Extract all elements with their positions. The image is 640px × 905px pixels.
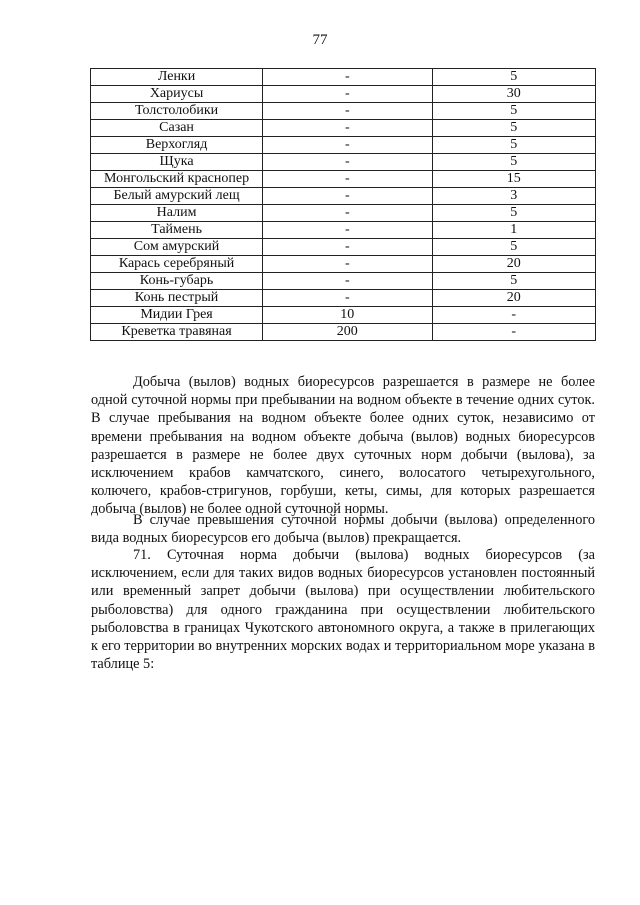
- table-row: [91, 188, 596, 205]
- daily-norm-cell: 15: [432, 171, 595, 188]
- value-cell: -: [263, 290, 432, 307]
- daily-norm-cell: 5: [432, 137, 595, 154]
- table-row: [91, 171, 596, 188]
- daily-norm-cell: 3: [432, 188, 595, 205]
- species-name-cell: Щука: [91, 154, 263, 171]
- table-row: [91, 154, 596, 171]
- species-name-cell: Налим: [91, 205, 263, 222]
- paragraph-item-71: [91, 546, 595, 673]
- table-row: [91, 290, 596, 307]
- species-name-cell: Мидии Грея: [91, 307, 263, 324]
- value-cell: -: [263, 273, 432, 290]
- table-row: [91, 120, 596, 137]
- species-name-cell: Монгольский краснопер: [91, 171, 263, 188]
- daily-norm-cell: 5: [432, 103, 595, 120]
- daily-norm-cell: 5: [432, 205, 595, 222]
- value-cell: -: [263, 103, 432, 120]
- species-name-cell: Конь пестрый: [91, 290, 263, 307]
- value-cell: -: [263, 154, 432, 171]
- daily-norm-cell: 5: [432, 154, 595, 171]
- value-cell: -: [263, 137, 432, 154]
- daily-norm-cell: -: [432, 324, 595, 341]
- page-number: 77: [312, 32, 328, 48]
- table-row: [91, 205, 596, 222]
- species-name-cell: Креветка травяная: [91, 324, 263, 341]
- value-cell: -: [263, 188, 432, 205]
- daily-norm-cell: 30: [432, 86, 595, 103]
- species-name-cell: Конь-губарь: [91, 273, 263, 290]
- catch-limits-table: [90, 68, 596, 341]
- daily-norm-cell: 5: [432, 120, 595, 137]
- value-cell: -: [263, 222, 432, 239]
- value-cell: 10: [263, 307, 432, 324]
- value-cell: -: [263, 171, 432, 188]
- paragraph-text: В случае превышения суточной нормы добычи (вылова) определенного вида водных биоресурсов его добыча (вылов) прекращается.: [91, 512, 595, 547]
- paragraph-catch-rules: [91, 373, 595, 519]
- value-cell: -: [263, 86, 432, 103]
- daily-norm-cell: 20: [432, 256, 595, 273]
- species-name-cell: Сом амурский: [91, 239, 263, 256]
- species-name-cell: Верхогляд: [91, 137, 263, 154]
- daily-norm-cell: 5: [432, 273, 595, 290]
- table-row: [91, 307, 596, 324]
- value-cell: -: [263, 239, 432, 256]
- species-name-cell: Белый амурский лещ: [91, 188, 263, 205]
- daily-norm-cell: -: [432, 307, 595, 324]
- species-name-cell: Таймень: [91, 222, 263, 239]
- species-name-cell: Толстолобики: [91, 103, 263, 120]
- value-cell: -: [263, 205, 432, 222]
- value-cell: 200: [263, 324, 432, 341]
- table-row: [91, 222, 596, 239]
- table-row: [91, 256, 596, 273]
- species-name-cell: Карась серебряный: [91, 256, 263, 273]
- table-row: [91, 273, 596, 290]
- daily-norm-cell: 5: [432, 239, 595, 256]
- paragraph-exceeding-limit: [91, 511, 595, 547]
- daily-norm-cell: 20: [432, 290, 595, 307]
- table-row: [91, 86, 596, 103]
- table-row: [91, 239, 596, 256]
- species-name-cell: Ленки: [91, 69, 263, 86]
- daily-norm-cell: 1: [432, 222, 595, 239]
- table-row: [91, 69, 596, 86]
- species-name-cell: Сазан: [91, 120, 263, 137]
- daily-norm-cell: 5: [432, 69, 595, 86]
- value-cell: -: [263, 256, 432, 273]
- paragraph-text: Добыча (вылов) водных биоресурсов разрешается в размере не более одной суточной нормы при пребывании на водном объекте в течение одних суток. В случае пребывания на водном объекте более одних суток, независимо от времени пребывания на водном объекте добыча (вылов) водных биоресурсов разрешается в размере не более двух суточных норм добычи (вылова), за исключением крабов камчатского, синего, волосатого четырехугольного, колючего, крабов-стригунов, горбуши, кеты, симы, для которых разрешается добыча (вылов) не более одной суточной нормы.: [91, 374, 595, 518]
- paragraph-text: 71. Суточная норма добычи (вылова) водных биоресурсов (за исключением, если для таких видов водных биоресурсов установлен постоянный или временный запрет добычи (вылова) при осуществлении любительского рыболовства) для одного гражданина при осуществлении любительского рыболовства в границах Чукотского автономного округа, а также в прилегающих к его территории во внутренних морских водах и территориальном море указана в таблице 5:: [91, 547, 595, 673]
- species-name-cell: Хариусы: [91, 86, 263, 103]
- table-row: [91, 137, 596, 154]
- table-row: [91, 324, 596, 341]
- table-row: [91, 103, 596, 120]
- value-cell: -: [263, 69, 432, 86]
- value-cell: -: [263, 120, 432, 137]
